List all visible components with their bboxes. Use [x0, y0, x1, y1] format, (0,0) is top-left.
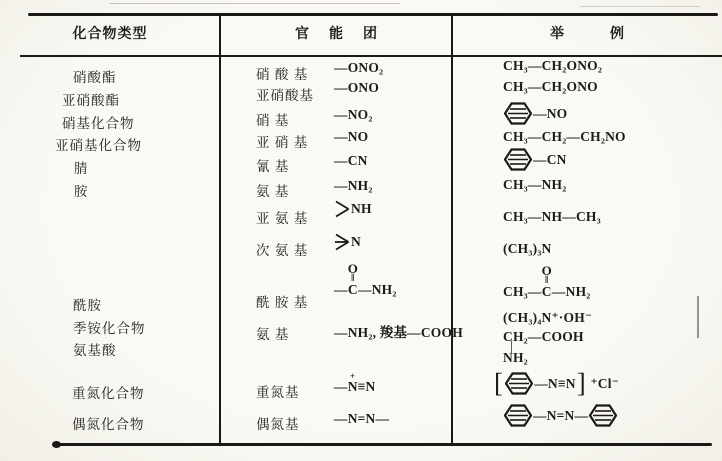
azo-compound-group-formula — [334, 411, 389, 427]
nitroso-compound-group-name: 亚 硝 基 — [256, 135, 309, 150]
nitrile-type-label: 腈 — [74, 161, 89, 176]
formula-text: C — [541, 284, 552, 299]
formula-text: —NH₂ — [334, 178, 373, 193]
formula-text: NH₂ — [503, 350, 528, 365]
nitro-compound-type-label: 硝基化合物 — [62, 116, 135, 131]
formula-text: —ONO₂ — [334, 60, 384, 75]
formula-text: NH — [351, 201, 372, 216]
amide-group-formula — [334, 263, 397, 297]
nitroso-compound-example — [503, 129, 626, 145]
double-bond-icon: ‖ — [351, 273, 355, 284]
diazonium-compound-group-formula — [334, 371, 376, 395]
amine-group-formula — [334, 178, 373, 194]
formula-text: — — [334, 379, 348, 394]
formula-text: —CN — [334, 153, 368, 168]
nitrite-ester-group-formula — [334, 80, 379, 96]
amino-acid-group-name: 氨 基 — [256, 327, 290, 342]
tertiary-amino-group-group-formula — [334, 233, 361, 251]
azo-compound-type-label: 偶氮化合物 — [72, 417, 145, 432]
azo-compound-group-name: 偶氮基 — [256, 417, 300, 432]
imino-group-group-formula — [334, 200, 372, 218]
diazonium-compound-example — [493, 367, 620, 398]
imino-group-example — [503, 209, 601, 225]
nitro-compound-group-name: 硝 基 — [256, 113, 290, 128]
formula-text: ≡N — [357, 379, 376, 394]
nitroso-compound-type-label: 亚硝基化合物 — [55, 138, 142, 153]
bracket: ] — [576, 367, 586, 398]
carbonyl-stack — [348, 263, 358, 297]
diazonium-compound-type-label: 重氮化合物 — [72, 386, 145, 401]
header-functional-group: 官能团 — [295, 27, 397, 42]
carbonyl-structure — [503, 265, 591, 299]
formula-text: O — [347, 261, 359, 276]
formula-text: CH₃—CH₂—CH₂NO — [503, 129, 626, 144]
amine-example — [503, 177, 567, 193]
formula-text: N — [351, 234, 361, 249]
scan-artifact — [580, 6, 700, 7]
table-top-border — [28, 13, 718, 16]
table-bottom-border — [54, 443, 712, 446]
carbonyl-structure — [334, 263, 397, 297]
carbonyl-stack — [542, 265, 552, 299]
amino-acid-type-label: 氨基酸 — [73, 343, 117, 358]
charged-nitrogen: + N — [347, 371, 358, 394]
amino-acid-example — [503, 331, 584, 364]
amide-example — [503, 265, 591, 299]
formula-text: CH₃—CH₂ONO₂ — [503, 58, 603, 73]
amine-group-name: 氨 基 — [256, 184, 290, 199]
formula-text: —N=N— — [533, 407, 589, 423]
formula-text: — — [334, 282, 348, 297]
nitrate-ester-example — [503, 58, 602, 74]
formula-text: —NH₂ — [551, 284, 591, 299]
nitrite-ester-group-name: 亚硝酸基 — [256, 88, 314, 103]
nitrile-group-name: 氰 基 — [256, 159, 290, 174]
benzene-ring-icon — [504, 404, 532, 427]
formula-text: —NO₂ — [334, 107, 373, 122]
tertiary-bond-icon — [335, 233, 350, 251]
formula-text: —NO — [334, 129, 369, 144]
scan-artifact — [697, 296, 699, 338]
formula-text: (CH₃)₃N — [503, 241, 552, 256]
amide-type-label: 酰胺 — [73, 298, 102, 313]
amine-type-label: 胺 — [74, 184, 89, 199]
formula-text: O — [541, 263, 552, 278]
quaternary-ammonium-compound-example — [503, 310, 592, 326]
tertiary-amino-group-example — [503, 241, 552, 257]
formula-text: —N≡N — [534, 375, 576, 391]
formula-text: —CN — [533, 151, 567, 167]
amide-group-name: 酰 胺 基 — [256, 295, 309, 310]
formula-text: CH₃—NH₂ — [503, 177, 567, 192]
single-bond-icon: │ — [508, 342, 516, 353]
nitrile-group-formula — [334, 153, 368, 169]
tertiary-amino-group-group-name: 次 氨 基 — [256, 243, 309, 258]
imine-bond-icon — [335, 200, 350, 218]
nitro-compound-group-formula — [334, 107, 373, 123]
formula-text: —ONO — [334, 80, 380, 95]
nitrite-ester-type-label: 亚硝酸酯 — [62, 93, 120, 108]
formula-text: CH₂—COOH — [503, 329, 584, 344]
formula-text: (CH₃)₄N⁺·OH⁻ — [503, 310, 593, 325]
nitro-compound-example — [503, 102, 567, 125]
formula-text: —NH₂ — [358, 282, 397, 297]
nitrile-example — [503, 148, 567, 171]
amino-acid-group-formula — [334, 321, 463, 341]
plus-charge: + — [350, 371, 356, 381]
double-bond-icon: ‖ — [545, 275, 549, 286]
benzene-ring-icon — [504, 148, 532, 171]
formula-text: CH₃—CH₂ONO — [503, 79, 598, 94]
imino-group-group-name: 亚 氨 基 — [256, 211, 309, 226]
column-divider-2 — [451, 13, 453, 445]
formula-text: —NH₂, 羧基—COOH — [334, 325, 463, 340]
formula-text: —NO — [533, 105, 568, 121]
benzene-ring-icon — [505, 372, 533, 395]
nitrite-ester-example — [503, 79, 598, 95]
formula-text: CH₃— — [503, 284, 542, 299]
nitrate-ester-group-formula — [334, 60, 383, 76]
formula-text: C — [347, 282, 358, 297]
structure-stack — [503, 331, 584, 364]
bracket: [ — [494, 367, 504, 398]
diazonium-compound-group-name: 重氮基 — [256, 385, 300, 400]
nitrate-ester-group-name: 硝 酸 基 — [256, 67, 309, 82]
formula-text: —N=N— — [334, 411, 390, 426]
formula-text: ⁺Cl⁻ — [586, 375, 620, 391]
formula-text: CH₃—NH—CH₃ — [503, 209, 601, 224]
header-example: 举例 — [550, 27, 670, 42]
scan-artifact — [110, 3, 400, 4]
nitroso-compound-group-formula — [334, 129, 368, 145]
header-compound-type: 化合物类型 — [72, 27, 148, 42]
azo-compound-example — [503, 404, 618, 427]
column-divider-1 — [219, 13, 221, 445]
benzene-ring-icon — [589, 404, 617, 427]
header-separator-line — [20, 55, 722, 57]
quaternary-ammonium-compound-type-label: 季铵化合物 — [73, 321, 146, 336]
nitrate-ester-type-label: 硝酸酯 — [73, 70, 117, 85]
benzene-ring-icon — [504, 102, 532, 125]
